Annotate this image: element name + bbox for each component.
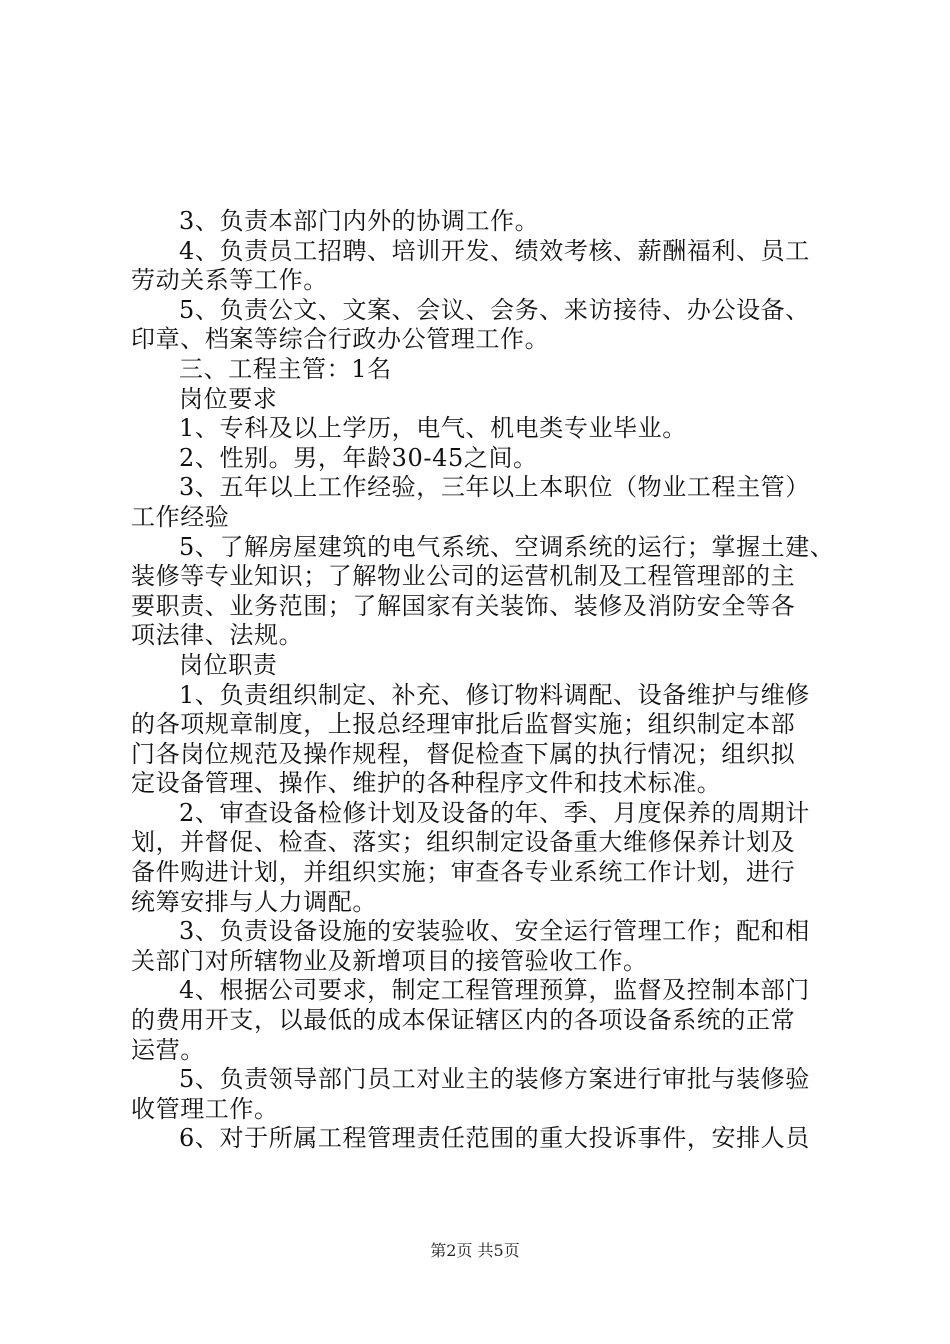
text-line: 岗位职责 <box>179 650 278 679</box>
text-line: 关部门对所辖物业及新增项目的接管验收工作。 <box>131 946 648 975</box>
text-line: 1、负责组织制定、补充、修订物料调配、设备维护与维修 <box>179 680 810 709</box>
page-footer: 第2页 共5页 <box>430 1241 520 1260</box>
text-line: 划，并督促、检查、落实；组织制定设备重大维修保养计划及 <box>131 828 796 857</box>
text-line: 定设备管理、操作、维护的各种程序文件和技术标准。 <box>131 769 722 798</box>
text-line: 备件购进计划，并组织实施；审查各专业系统工作计划，进行 <box>131 858 796 887</box>
document-body <box>131 207 835 1154</box>
text-line: 岗位要求 <box>179 384 278 413</box>
text-line: 收管理工作。 <box>131 1094 279 1123</box>
text-line: 3、负责设备设施的安装验收、安全运行管理工作；配和相 <box>179 917 810 946</box>
text-line: 的各项规章制度，上报总经理审批后监督实施；组织制定本部 <box>131 710 796 739</box>
text-line: 门各岗位规范及操作规程，督促检查下属的执行情况；组织拟 <box>131 739 796 768</box>
text-line: 3、负责本部门内外的协调工作。 <box>179 207 540 235</box>
text-line: 劳动关系等工作。 <box>131 266 328 295</box>
text-line: 要职责、业务范围；了解国家有关装饰、装修及消防安全等各 <box>131 591 796 620</box>
text-line: 2、审查设备检修计划及设备的年、季、月度保养的周期计 <box>179 798 810 827</box>
text-line: 6、对于所属工程管理责任范围的重大投诉事件，安排人员 <box>179 1124 810 1153</box>
text-line: 工作经验 <box>131 502 230 531</box>
text-line: 的费用开支，以最低的成本保证辖区内的各项设备系统的正常 <box>131 1006 796 1035</box>
text-line: 运营。 <box>131 1035 205 1064</box>
text-line: 1、专科及以上学历，电气、机电类专业毕业。 <box>179 414 687 443</box>
text-line: 装修等专业知识；了解物业公司的运营机制及工程管理部的主 <box>131 562 796 591</box>
text-line: 5、了解房屋建筑的电气系统、空调系统的运行；掌握土建、 <box>179 532 835 561</box>
text-line: 印章、档案等综合行政办公管理工作。 <box>131 325 550 354</box>
text-line: 统筹安排与人力调配。 <box>131 887 377 916</box>
text-line: 5、负责领导部门员工对业主的装修方案进行审批与装修验 <box>179 1065 810 1094</box>
text-line: 三、工程主管：1名 <box>179 354 392 383</box>
text-line: 项法律、法规。 <box>131 621 304 650</box>
text-line: 3、五年以上工作经验，三年以上本职位（物业工程主管） <box>179 473 810 502</box>
text-line: 4、负责员工招聘、培训开发、绩效考核、薪酬福利、员工 <box>179 236 810 265</box>
text-line: 4、根据公司要求，制定工程管理预算，监督及控制本部门 <box>179 976 810 1005</box>
text-line: 2、性别。男，年龄30-45之间。 <box>179 443 538 472</box>
text-line: 5、负责公文、文案、会议、会务、来访接待、办公设备、 <box>179 295 810 324</box>
